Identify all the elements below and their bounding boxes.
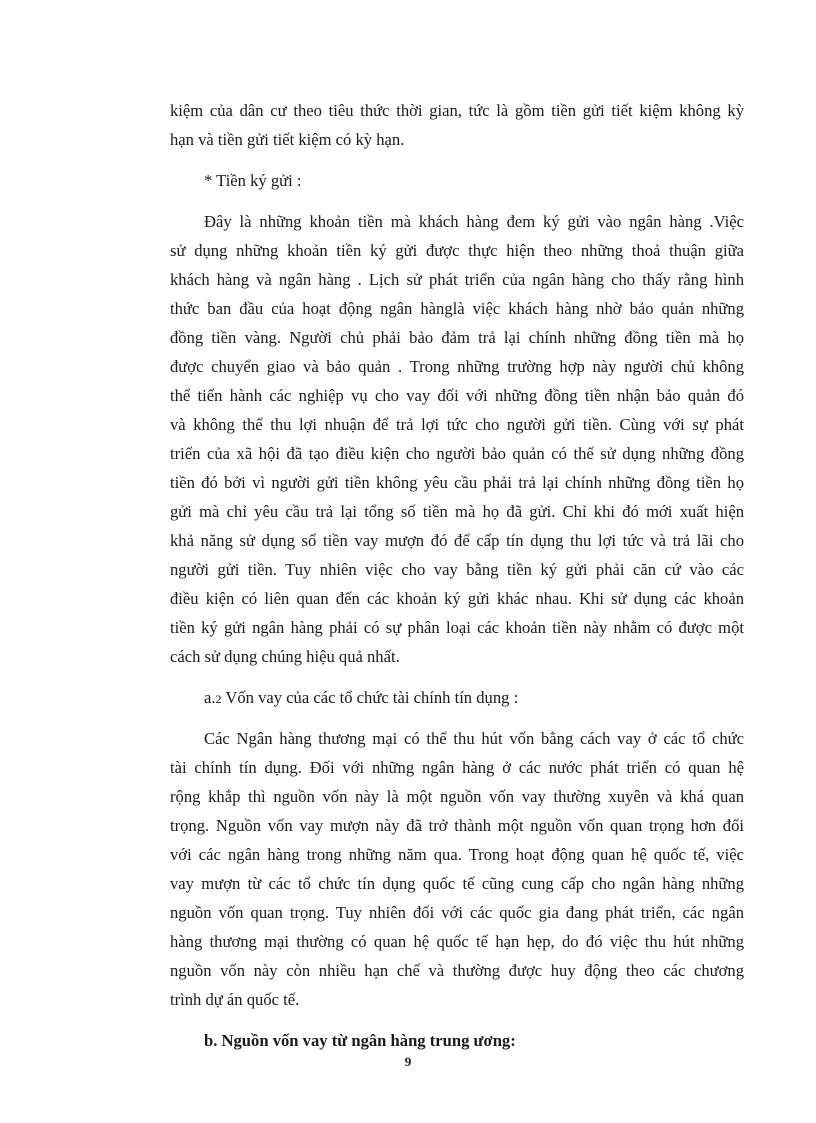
- text-line: Các Ngân hàng thương mại có thể thu hút vốn bằng cách vay ở các tổ chức: [204, 729, 744, 748]
- text-line: với các ngân hàng trong những năm qua. Trong hoạt động quan hệ quốc tế, việc: [170, 845, 744, 864]
- text-line: nguồn vốn quan trọng. Tuy nhiên đối với các quốc gia đang phát triển, các ngân: [170, 903, 744, 922]
- text-line: sử dụng những khoản tiền ký gửi được thực hiện theo những thoả thuận giữa: [170, 241, 744, 260]
- text-line: và không thể thu lợi nhuận để trả lợi tức cho người gửi tiền. Cùng với sự phát: [170, 415, 744, 434]
- text-line: triển của xã hội đã tạo điều kiện cho người bảo quản có thể sử dụng những đồng: [170, 444, 744, 463]
- subheading-a2-prefix: a.: [204, 688, 216, 707]
- text-line: hàng thương mại thường có quan hệ quốc tế hạn hẹp, do đó việc thu hút những: [170, 932, 744, 951]
- text-line: vay mượn từ các tổ chức tín dụng quốc tế cũng cung cấp cho ngân hàng những: [170, 874, 744, 893]
- text-line: khách hàng và ngân hàng . Lịch sử phát triển của ngân hàng cho thấy rằng hình: [170, 270, 744, 289]
- text-line: đồng tiền vàng. Người chủ phải bảo đảm trả lại chính những đồng tiền mà họ: [170, 328, 744, 347]
- text-line: khả năng sử dụng số tiền vay mượn đó để cấp tín dụng thu lợi tức và trả lãi cho: [170, 531, 744, 550]
- document-body: [170, 96, 744, 1055]
- text-line: tiền ký gửi ngân hàng phải có sự phân loại các khoản tiền này nhằm có được một: [170, 618, 744, 637]
- text-line: thể tiến hành các nghiệp vụ cho vay đối với những đồng tiền nhận bảo quản đó: [170, 386, 744, 405]
- text-line: cách sử dụng chúng hiệu quả nhất.: [170, 647, 400, 666]
- text-line: rộng khắp thì nguồn vốn này là một nguồn vốn vay thường xuyên và khá quan: [170, 787, 744, 806]
- text-line: trọng. Nguồn vốn vay mượn này đã trở thành một nguồn vốn quan trọng hơn đối: [170, 816, 744, 835]
- text-line: trình dự án quốc tế.: [170, 990, 300, 1009]
- paragraph-von-vay: [170, 724, 744, 1014]
- text-line: điều kiện có liên quan đến các khoản ký gửi khác nhau. Khi sử dụng các khoản: [170, 589, 744, 608]
- subheading-a2-text: Vốn vay của các tổ chức tài chính tín dụng :: [221, 688, 519, 707]
- subheading-a2-number: 2: [215, 692, 222, 706]
- page-number: 9: [404, 1054, 412, 1069]
- text-line: tài chính tín dụng. Đối với những ngân hàng ở các nước phát triển có quan hệ: [170, 758, 744, 777]
- subheading-a2: [170, 683, 744, 712]
- subheading-tien-ky-gui: * Tiền ký gửi :: [204, 171, 302, 190]
- text-line: được chuyển giao và bảo quản . Trong những trường hợp này người chủ không: [170, 357, 744, 376]
- text-line: gửi mà chỉ yêu cầu trả lại tổng số tiền mà họ đã gửi. Chỉ khi đó mới xuất hiện: [170, 502, 744, 521]
- text-line: tiền đó bởi vì người gửi tiền không yêu cầu phải trả lại chính những đồng tiền họ: [170, 473, 744, 492]
- text-line: nguồn vốn này còn nhiều hạn chế và thường được huy động theo các chương: [170, 961, 744, 980]
- text-line: kiệm của dân cư theo tiêu thức thời gian, tức là gồm tiền gửi tiết kiệm không kỳ: [170, 101, 744, 120]
- text-line: người gửi tiền. Tuy nhiên việc cho vay bằng tiền ký gửi phải căn cứ vào các: [170, 560, 744, 579]
- text-line: Đây là những khoản tiền mà khách hàng đem ký gửi vào ngân hàng .Việc: [204, 212, 744, 231]
- paragraph-tien-ky-gui: [170, 207, 744, 671]
- heading-b: b. Nguồn vốn vay từ ngân hàng trung ương:: [204, 1031, 516, 1050]
- text-line: thức ban đầu của hoạt động ngân hànglà việc khách hàng nhờ bảo quản những: [170, 299, 744, 318]
- text-line: hạn và tiền gửi tiết kiệm có kỳ hạn.: [170, 130, 405, 149]
- paragraph-intro: [170, 96, 744, 154]
